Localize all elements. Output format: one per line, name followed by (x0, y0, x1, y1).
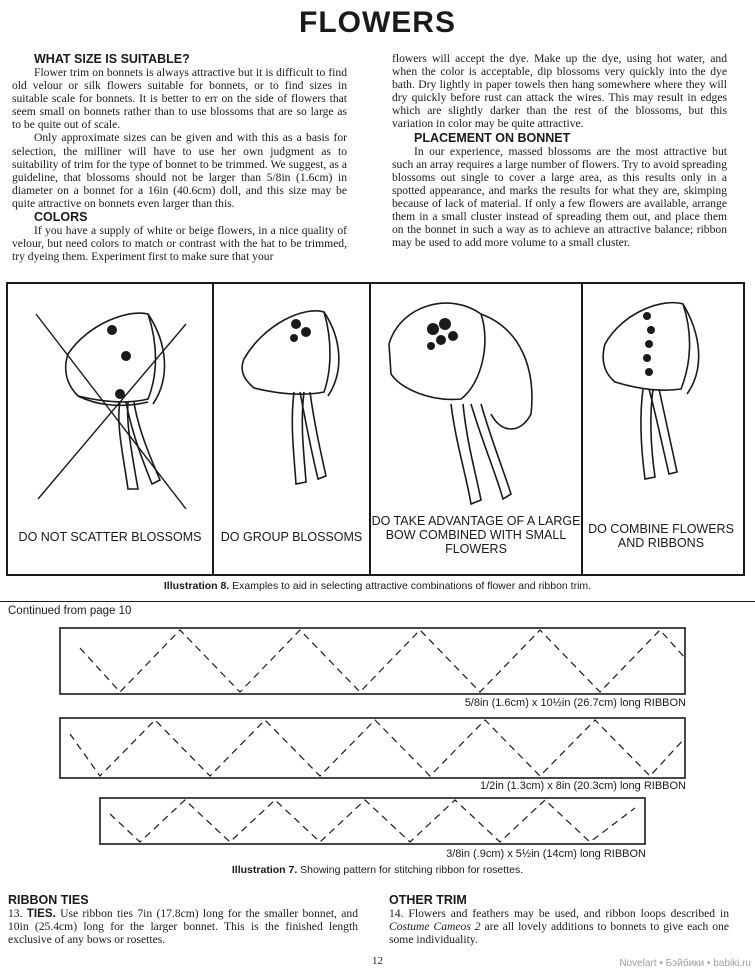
ribbon-2-label: 1/2in (1.3cm) x 8in (20.3cm) long RIBBON (479, 780, 686, 792)
item-bold: TIES. (26, 907, 56, 920)
ribbon-ties-section (8, 893, 358, 946)
page-title: FLOWERS (299, 6, 456, 39)
paragraph: In our experience, massed blossoms are the most attractive but such an array requires a large number of flowers. Try to avoid spreading blossoms out single to cover a large area, as this results only in a spotted appearance, and marks the results for what they are, skimping because of lack of material. If only a few flowers are available, arrange them in a small cluster instead of spreading them out, and place them on the bonnet in such a way as to achieve an attractive balance; ribbon may be used to add more volume to a small cluster. (392, 144, 727, 250)
item-14 (389, 907, 729, 946)
ribbon-1-label: 5/8in (1.6cm) x 10½in (26.7cm) long RIBBON (464, 697, 686, 709)
caption-text: Examples to aid in selecting attractive combinations of flower and ribbon trim. (232, 580, 592, 592)
right-column (392, 52, 727, 249)
heading-placement: PLACEMENT ON BONNET (414, 130, 571, 145)
heading-other-trim: OTHER TRIM (389, 893, 467, 907)
paragraph: Only approximate sizes can be given and with this as a basis for selection, the milliner will have to use her own judgment as to suitability of trim for the type of bonnet to be trimmed. We suggest, as a guideline, that blossoms should not be larger than 5/8in (1.6cm) in diameter on a bonnet for a 16in (40.6cm) doll, and this size may be quite attractive on bonnets even larger than this. (12, 131, 347, 210)
item-13 (8, 907, 358, 946)
illustration-7-caption (0, 864, 755, 876)
panel-large-bow (371, 284, 583, 574)
panel-combine (583, 284, 739, 574)
item-text: are all lovely additions to bonnets to give each one some individuality. (389, 920, 730, 946)
item-text: Flowers and feathers may be used, and ribbon loops described in (408, 907, 729, 920)
panel-caption: DO COMBINE FLOWERS AND RIBBONS (588, 522, 734, 550)
caption-label: Illustration 7. (231, 864, 298, 876)
heading-what-size: WHAT SIZE IS SUITABLE? (34, 52, 190, 66)
ribbon-1-outline (60, 628, 685, 694)
left-column (12, 52, 347, 263)
item-number: 14. (389, 907, 404, 920)
item-text: Use ribbon ties 7in (17.8cm) long for the smaller bonnet, and 10in (25.4cm) long for the larger bonnet. This is the finished length exclusive of any bows or rosettes. (8, 907, 358, 946)
ribbon-3-outline (100, 798, 645, 844)
item-number: 13. (8, 907, 23, 920)
ribbon-2-outline (60, 718, 685, 778)
heading-colors: COLORS (34, 210, 88, 225)
item-italic: Costume Cameos 2 (389, 920, 481, 933)
ribbon-3-label: 3/8in (.9cm) x 5½in (14cm) long RIBBON (446, 848, 646, 860)
paragraph: flowers will accept the dye. Make up the dye, using hot water, and when the color is acceptable, dip blossoms very quickly into the dye bath. Dry lightly in paper towels then hang somewhere where they will dry quickly before rust can attack the wires. This may result in edges which are slightly darker than the rest of the blossoms, but this variation in color may be quite attractive. (392, 52, 727, 131)
paragraph: If you have a supply of white or beige flowers, in a nice quality of velour, but need colors to match or contrast with the hat to be trimmed, try dyeing them. Experiment first to make sure that your (12, 224, 347, 264)
continued-note: Continued from page 10 (8, 605, 132, 617)
other-trim-section (389, 893, 729, 946)
bonnet-grouped-illustration (214, 284, 369, 570)
panel-caption: DO GROUP BLOSSOMS (220, 530, 363, 544)
caption-label: Illustration 8. (163, 580, 230, 592)
panel-do-group (214, 284, 371, 574)
watermark: Novelart • Бэйбики • babiki.ru (619, 958, 751, 969)
panel-caption: DO TAKE ADVANTAGE OF A LARGE BOW COMBINED WITH SMALL FLOWERS (371, 514, 581, 556)
caption-text: Showing pattern for stitching ribbon for rosettes. (300, 864, 524, 876)
illustration-8-frame (6, 282, 745, 576)
illustration-8-caption (0, 580, 755, 592)
ribbon-patterns (0, 618, 755, 863)
bonnet-scattered-illustration (8, 284, 212, 570)
heading-ribbon-ties: RIBBON TIES (8, 893, 89, 907)
page-number: 12 (372, 955, 383, 967)
panel-caption: DO NOT SCATTER BLOSSOMS (18, 530, 202, 544)
paragraph: Flower trim on bonnets is always attractive but it is difficult to find old velour or silk flowers suitable for bonnets, or to find sizes in suitable scale for bonnets. It is better to err on the side of flowers that seem small on bonnets rather than to use blossoms that are so large as to be quite out of scale. (12, 66, 347, 132)
panel-do-not-scatter (8, 284, 214, 574)
divider (0, 601, 755, 602)
